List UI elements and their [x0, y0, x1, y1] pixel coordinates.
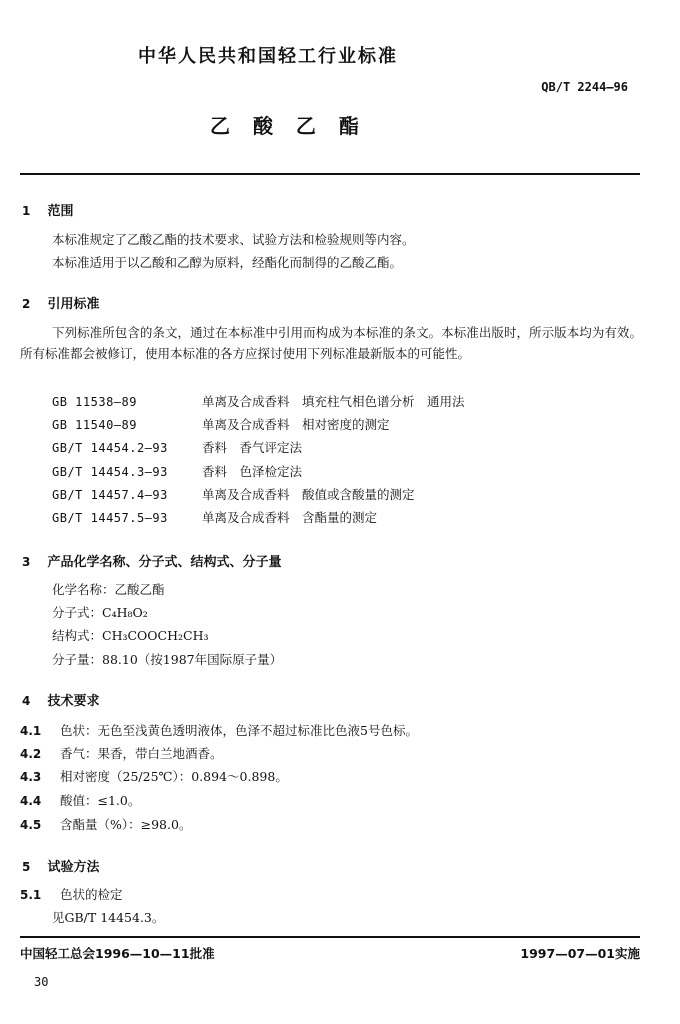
- subsection-text: 见GB/T 14454.3。: [52, 910, 165, 925]
- item-text: 香气：果香，带白兰地酒香。: [60, 746, 223, 761]
- subsection-heading: [20, 887, 123, 903]
- subsection-title: 色状的检定: [60, 887, 123, 902]
- requirement-item: [20, 769, 288, 785]
- reference-title: 香料 色泽检定法: [202, 464, 303, 479]
- section-title: 试验方法: [47, 860, 100, 875]
- references-intro-paragraph: 下列标准所包含的条文，通过在本标准中引用而构成为本标准的条文。本标准出版时，所示版本均为有效。所有标准都会被修订，使用本标准的各方应探讨使用下列标准最新版本的可能性。: [20, 325, 642, 361]
- reference-code: GB/T 14457.4—93: [52, 488, 168, 502]
- reference-item: [52, 440, 302, 456]
- reference-item: [52, 417, 390, 433]
- reference-item: [52, 394, 465, 410]
- molecular-weight: 分子量：88.10（按1987年国际原子量）: [52, 652, 283, 667]
- section-1-heading: [22, 200, 73, 219]
- scope-paragraph-2: 本标准适用于以乙酸和乙醇为原料，经酯化而制得的乙酸乙酯。: [52, 255, 403, 270]
- section-4-heading: [22, 690, 99, 709]
- standard-title: 中华人民共和国轻工行业标准: [138, 46, 398, 67]
- section-title: 引用标准: [47, 297, 100, 312]
- approval-date: 中国轻工总会1996—10—11批准: [20, 946, 215, 961]
- reference-item: [52, 487, 415, 503]
- section-2-heading: [22, 293, 99, 312]
- requirement-item: [20, 817, 191, 833]
- requirement-item: [20, 793, 140, 809]
- section-title: 范围: [47, 204, 74, 219]
- item-number: 4.1: [20, 724, 42, 738]
- section-number: 1: [22, 204, 31, 218]
- molecular-formula: 分子式：C₄H₈O₂: [52, 605, 148, 620]
- header-rule: [20, 173, 640, 175]
- reference-item: [52, 510, 377, 526]
- requirement-item: [20, 746, 223, 762]
- item-text: 酸值：≤1.0。: [60, 793, 141, 808]
- item-text: 含酯量（%）：≥98.0。: [60, 817, 192, 832]
- reference-code: GB 11538—89: [52, 395, 137, 409]
- chemical-name: 化学名称：乙酸乙酯: [52, 582, 165, 597]
- section-number: 5: [22, 860, 31, 874]
- section-number: 4: [22, 694, 31, 708]
- reference-code: GB/T 14454.3—93: [52, 465, 168, 479]
- section-title: 产品化学名称、分子式、结构式、分子量: [47, 555, 282, 570]
- item-text: 色状：无色至浅黄色透明液体，色泽不超过标准比色液5号色标。: [60, 723, 418, 738]
- reference-code: GB/T 14454.2—93: [52, 441, 168, 455]
- item-text: 相对密度（25/25℃）：0.894～0.898。: [60, 769, 288, 784]
- subsection-number: 5.1: [20, 888, 42, 902]
- reference-title: 香料 香气评定法: [202, 440, 303, 455]
- item-number: 4.5: [20, 818, 42, 832]
- item-number: 4.2: [20, 747, 42, 761]
- reference-title: 单离及合成香料 含酯量的测定: [202, 510, 378, 525]
- section-5-heading: [22, 856, 99, 875]
- requirement-item: [20, 723, 418, 739]
- footer-rule: [20, 936, 640, 938]
- scope-paragraph-1: 本标准规定了乙酸乙酯的技术要求、试验方法和检验规则等内容。: [52, 232, 415, 247]
- reference-title: 单离及合成香料 相对密度的测定: [202, 417, 390, 432]
- section-number: 3: [22, 555, 31, 569]
- document-title: 乙 酸 乙 酯: [210, 114, 365, 138]
- page-number: 30: [34, 975, 49, 989]
- effective-date: 1997—07—01实施: [520, 946, 640, 961]
- structural-formula: 结构式：CH₃COOCH₂CH₃: [52, 628, 209, 643]
- section-title: 技术要求: [47, 694, 100, 709]
- section-number: 2: [22, 297, 31, 311]
- item-number: 4.4: [20, 794, 42, 808]
- reference-code: GB/T 14457.5—93: [52, 511, 168, 525]
- standard-code: QB/T 2244—96: [541, 80, 628, 94]
- reference-title: 单离及合成香料 酸值或含酸量的测定: [202, 487, 415, 502]
- reference-title: 单离及合成香料 填充柱气相色谱分析 通用法: [202, 394, 465, 409]
- item-number: 4.3: [20, 770, 42, 784]
- reference-code: GB 11540—89: [52, 418, 137, 432]
- section-3-heading: [22, 551, 281, 570]
- reference-item: [52, 464, 302, 480]
